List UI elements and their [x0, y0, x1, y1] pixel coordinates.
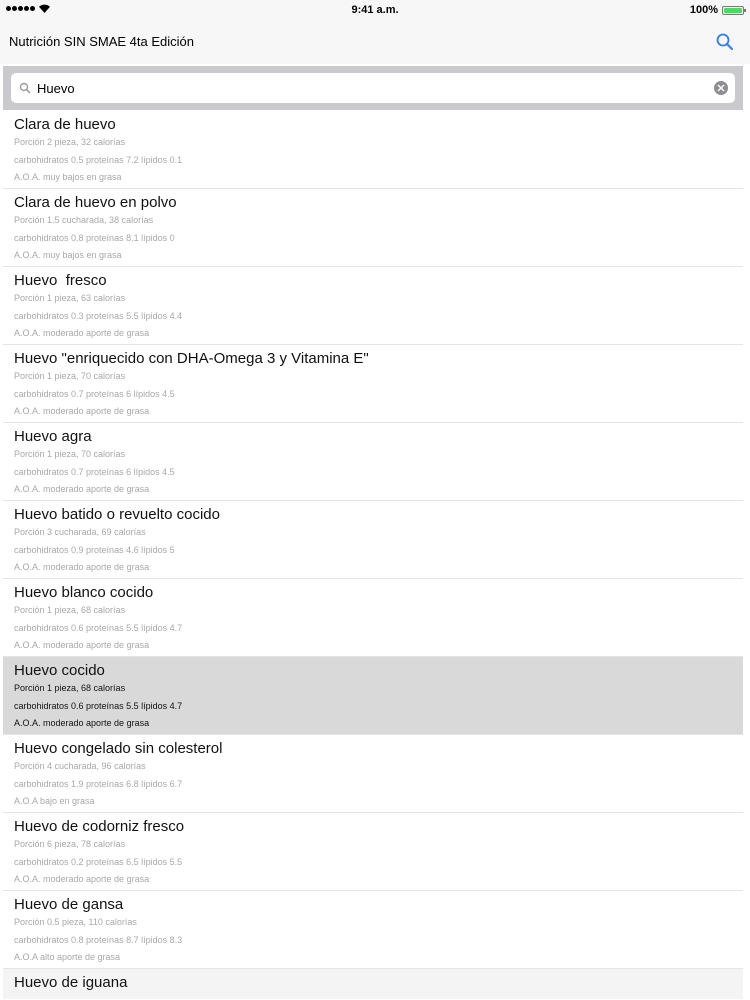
food-aoa: A.O.A alto aporte de grasa: [14, 952, 121, 962]
clear-icon: [717, 84, 725, 92]
food-macros: carbohidratos 0.2 proteínas 6.5 lípidos 5.5: [14, 857, 183, 867]
food-name: Huevo de codorniz fresco: [14, 818, 185, 835]
food-aoa: A.O.A. moderado aporte de grasa: [14, 718, 150, 728]
food-portion: Porción 3 cucharada, 69 calorías: [14, 527, 146, 537]
search-bar: [3, 66, 743, 110]
food-portion: Porción 1.5 cucharada, 38 calorías: [14, 215, 154, 225]
search-input[interactable]: [33, 73, 697, 103]
food-portion: Porción 6 pieza, 78 calorías: [14, 839, 126, 849]
food-name: Huevo blanco cocido: [14, 584, 154, 601]
food-portion: Porción 4 cucharada, 96 calorías: [14, 761, 146, 771]
food-portion: Porción 1 pieza, 70 calorías: [14, 449, 126, 459]
nav-title: Nutrición SIN SMAE 4ta Edición: [9, 34, 194, 49]
navigation-bar: [0, 20, 750, 64]
status-time: 9:41 a.m.: [351, 4, 399, 16]
food-portion: Porción 1 pieza, 63 calorías: [14, 293, 126, 303]
food-aoa: A.O.A. muy bajos en grasa: [14, 250, 122, 260]
list-item[interactable]: [3, 111, 743, 189]
food-macros: carbohidratos 0.3 proteínas 5.5 lípidos 4.4: [14, 311, 183, 321]
list-item[interactable]: [3, 423, 743, 501]
list-item[interactable]: [3, 735, 743, 813]
magnifier-icon: [19, 82, 31, 94]
status-right: [690, 4, 744, 16]
food-name: Huevo de gansa: [14, 896, 124, 913]
list-item[interactable]: [3, 267, 743, 345]
list-item[interactable]: [3, 891, 743, 969]
food-portion: Porción 1 pieza, 70 calorías: [14, 371, 126, 381]
nav-search-button[interactable]: [714, 31, 736, 53]
food-name: Huevo fresco: [14, 272, 107, 289]
food-macros: carbohidratos 0.8 proteínas 8.1 lípidos 0: [14, 233, 175, 243]
food-macros: carbohidratos 0.9 proteínas 4.6 lípidos 5: [14, 545, 175, 555]
food-aoa: A.O.A. muy bajos en grasa: [14, 172, 122, 182]
food-name: Huevo cocido: [14, 662, 105, 679]
food-aoa: A.O.A. moderado aporte de grasa: [14, 406, 150, 416]
food-portion: Porción 2 pieza, 32 calorías: [14, 137, 126, 147]
status-bar: [0, 0, 750, 20]
food-portion: Porción 1 pieza, 68 calorías: [14, 605, 126, 615]
food-name: Clara de huevo en polvo: [14, 194, 177, 211]
battery-icon: [722, 6, 744, 15]
food-name: Huevo "enriquecido con DHA-Omega 3 y Vitamina E": [14, 350, 369, 367]
food-macros: carbohidratos 0.5 proteínas 7.2 lípidos 0.1: [14, 155, 183, 165]
food-aoa: A.O.A. moderado aporte de grasa: [14, 874, 150, 884]
results-list: [3, 111, 743, 999]
food-portion: Porción 0.5 pieza, 110 calorías: [14, 917, 137, 927]
list-item-selected[interactable]: [3, 657, 743, 735]
food-aoa: A.O.A. moderado aporte de grasa: [14, 562, 150, 572]
food-macros: carbohidratos 0.6 proteínas 5.5 lípidos 4.7: [14, 623, 183, 633]
food-macros: carbohidratos 0.6 proteínas 5.5 lípidos 4.7: [14, 701, 183, 711]
list-item[interactable]: [3, 345, 743, 423]
food-macros: carbohidratos 0.7 proteínas 6 lípidos 4.5: [14, 467, 175, 477]
food-name: Huevo batido o revuelto cocido: [14, 506, 220, 523]
food-name: Huevo agra: [14, 428, 92, 445]
food-name: Huevo de iguana: [14, 974, 128, 991]
list-item[interactable]: [3, 501, 743, 579]
search-clear-button[interactable]: [714, 81, 728, 95]
food-aoa: A.O.A. moderado aporte de grasa: [14, 484, 150, 494]
food-aoa: A.O.A bajo en grasa: [14, 796, 95, 806]
list-item[interactable]: [3, 813, 743, 891]
food-macros: carbohidratos 1.9 proteínas 6.8 lípidos 6.7: [14, 779, 183, 789]
food-name: Huevo congelado sin colesterol: [14, 740, 223, 757]
list-item[interactable]: [3, 969, 743, 999]
food-aoa: A.O.A. moderado aporte de grasa: [14, 640, 150, 650]
list-item[interactable]: [3, 579, 743, 657]
food-macros: carbohidratos 0.7 proteínas 6 lípidos 4.5: [14, 389, 175, 399]
battery-percentage: 100%: [689, 4, 718, 16]
food-macros: carbohidratos 0.8 proteínas 8.7 lípidos 8.3: [14, 935, 183, 945]
list-item[interactable]: [3, 189, 743, 267]
food-name: Clara de huevo: [14, 116, 116, 133]
search-field[interactable]: [11, 73, 735, 103]
search-icon: [714, 31, 736, 53]
food-aoa: A.O.A. moderado aporte de grasa: [14, 328, 150, 338]
food-portion: Porción 1 pieza, 68 calorías: [14, 683, 126, 693]
